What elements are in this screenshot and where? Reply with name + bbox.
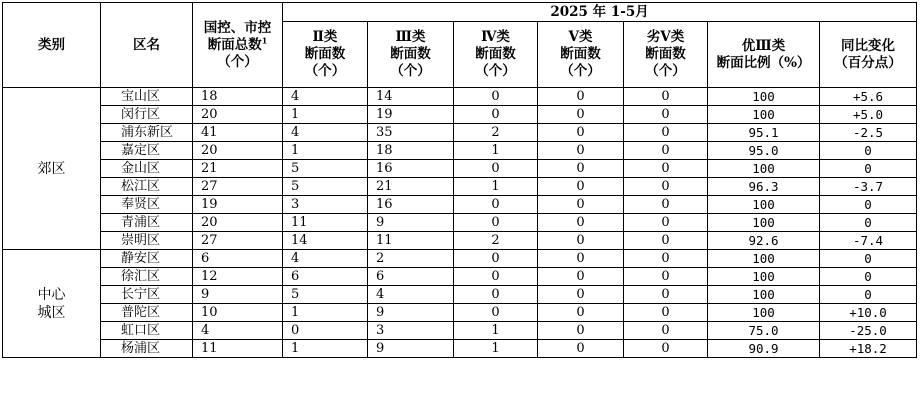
class2-count-cell: 14 xyxy=(283,232,368,250)
header-class5 xyxy=(538,22,624,88)
header-class2-line2: 断面数 xyxy=(304,46,346,62)
header-class3-line2: 断面数 xyxy=(390,46,431,62)
class4-count-cell: 0 xyxy=(454,268,538,286)
class5-count-cell: 0 xyxy=(538,124,624,142)
good-ratio-cell: 95.1 xyxy=(708,124,820,142)
good-ratio-cell: 100 xyxy=(708,88,820,106)
total-sections-cell: 11 xyxy=(193,340,283,358)
worse-class5-count-cell: 0 xyxy=(624,340,708,358)
class5-count-cell: 0 xyxy=(538,268,624,286)
yoy-change-cell: 0 xyxy=(820,268,917,286)
class4-count-cell: 0 xyxy=(454,196,538,214)
class4-count-cell: 1 xyxy=(454,322,538,340)
yoy-change-cell: 0 xyxy=(820,196,917,214)
header-yoy-line2: （百分点） xyxy=(834,54,902,71)
table-row xyxy=(3,286,917,304)
header-total-sections xyxy=(193,3,283,88)
class4-count-cell: 0 xyxy=(454,214,538,232)
yoy-change-cell: 0 xyxy=(820,250,917,268)
worse-class5-count-cell: 0 xyxy=(624,286,708,304)
good-ratio-cell: 75.0 xyxy=(708,322,820,340)
total-sections-cell: 10 xyxy=(193,304,283,322)
header-class4-line1: Ⅳ类 xyxy=(481,29,510,45)
class4-count-cell: 0 xyxy=(454,88,538,106)
class3-count-cell: 18 xyxy=(368,142,454,160)
header-total-line1: 国控、市控 xyxy=(203,19,272,36)
header-class4-line2: 断面数 xyxy=(475,46,516,62)
good-ratio-cell: 92.6 xyxy=(708,232,820,250)
yoy-change-cell: -25.0 xyxy=(820,322,917,340)
header-ratio-line1: 优Ⅲ类 xyxy=(741,37,786,54)
class4-count-cell: 0 xyxy=(454,286,538,304)
table-row xyxy=(3,196,917,214)
yoy-change-cell: +18.2 xyxy=(820,340,917,358)
region-label-line1: 中心 xyxy=(37,286,66,303)
yoy-change-cell: -7.4 xyxy=(820,232,917,250)
header-worse5-line1: 劣Ⅴ类 xyxy=(646,29,685,45)
class3-count-cell: 6 xyxy=(368,268,454,286)
header-class3-line1: Ⅲ类 xyxy=(395,29,426,45)
region-category-cell: 郊区 xyxy=(3,88,101,250)
header-ratio-line2: 断面比例（%） xyxy=(716,54,811,71)
good-ratio-cell: 100 xyxy=(708,286,820,304)
class2-count-cell: 1 xyxy=(283,106,368,124)
class3-count-cell: 9 xyxy=(368,340,454,358)
table-row xyxy=(3,322,917,340)
table-row xyxy=(3,304,917,322)
worse-class5-count-cell: 0 xyxy=(624,106,708,124)
district-name-cell: 杨浦区 xyxy=(101,340,193,358)
header-class2-line3: （个） xyxy=(304,63,346,79)
header-total-line2: 断面总数 xyxy=(207,36,262,53)
good-ratio-cell: 100 xyxy=(708,196,820,214)
district-name-cell: 青浦区 xyxy=(101,214,193,232)
yoy-change-cell: -2.5 xyxy=(820,124,917,142)
worse-class5-count-cell: 0 xyxy=(624,304,708,322)
table-row xyxy=(3,340,917,358)
district-name-cell: 普陀区 xyxy=(101,304,193,322)
good-ratio-cell: 100 xyxy=(708,268,820,286)
class5-count-cell: 0 xyxy=(538,178,624,196)
yoy-change-cell: 0 xyxy=(820,160,917,178)
class4-count-cell: 1 xyxy=(454,142,538,160)
table-row xyxy=(3,142,917,160)
class3-count-cell: 3 xyxy=(368,322,454,340)
table-row xyxy=(3,232,917,250)
good-ratio-cell: 100 xyxy=(708,250,820,268)
header-period: 2025 年 1-5月 xyxy=(283,3,917,22)
district-name-cell: 崇明区 xyxy=(101,232,193,250)
class3-count-cell: 19 xyxy=(368,106,454,124)
class4-count-cell: 1 xyxy=(454,340,538,358)
header-category: 类别 xyxy=(3,3,101,88)
district-name-cell: 金山区 xyxy=(101,160,193,178)
class4-count-cell: 2 xyxy=(454,124,538,142)
good-ratio-cell: 100 xyxy=(708,106,820,124)
worse-class5-count-cell: 0 xyxy=(624,88,708,106)
district-name-cell: 徐汇区 xyxy=(101,268,193,286)
worse-class5-count-cell: 0 xyxy=(624,196,708,214)
class5-count-cell: 0 xyxy=(538,106,624,124)
class3-count-cell: 2 xyxy=(368,250,454,268)
class3-count-cell: 16 xyxy=(368,160,454,178)
class3-count-cell: 14 xyxy=(368,88,454,106)
table-row xyxy=(3,178,917,196)
class3-count-cell: 9 xyxy=(368,304,454,322)
good-ratio-cell: 100 xyxy=(708,160,820,178)
header-district: 区名 xyxy=(101,3,193,88)
total-sections-cell: 18 xyxy=(193,88,283,106)
district-name-cell: 嘉定区 xyxy=(101,142,193,160)
class3-count-cell: 21 xyxy=(368,178,454,196)
total-sections-cell: 20 xyxy=(193,214,283,232)
class5-count-cell: 0 xyxy=(538,88,624,106)
table-row xyxy=(3,250,917,268)
footnote-marker: 1 xyxy=(261,35,268,45)
class2-count-cell: 1 xyxy=(283,304,368,322)
header-good-ratio xyxy=(708,22,820,88)
class3-count-cell: 16 xyxy=(368,196,454,214)
total-sections-cell: 12 xyxy=(193,268,283,286)
total-sections-cell: 6 xyxy=(193,250,283,268)
header-yoy-line1: 同比变化 xyxy=(841,37,896,54)
total-sections-cell: 9 xyxy=(193,286,283,304)
class4-count-cell: 0 xyxy=(454,250,538,268)
class3-count-cell: 11 xyxy=(368,232,454,250)
yoy-change-cell: +10.0 xyxy=(820,304,917,322)
header-class3-line3: （个） xyxy=(390,63,431,79)
table-row xyxy=(3,268,917,286)
yoy-change-cell: -3.7 xyxy=(820,178,917,196)
good-ratio-cell: 100 xyxy=(708,304,820,322)
yoy-change-cell: +5.0 xyxy=(820,106,917,124)
class5-count-cell: 0 xyxy=(538,160,624,178)
total-sections-cell: 41 xyxy=(193,124,283,142)
district-name-cell: 闵行区 xyxy=(101,106,193,124)
class5-count-cell: 0 xyxy=(538,250,624,268)
district-name-cell: 奉贤区 xyxy=(101,196,193,214)
district-name-cell: 松江区 xyxy=(101,178,193,196)
header-class4-line3: （个） xyxy=(475,63,516,79)
header-class4 xyxy=(454,22,538,88)
yoy-change-cell: +5.6 xyxy=(820,88,917,106)
district-name-cell: 虹口区 xyxy=(101,322,193,340)
worse-class5-count-cell: 0 xyxy=(624,178,708,196)
worse-class5-count-cell: 0 xyxy=(624,250,708,268)
class5-count-cell: 0 xyxy=(538,142,624,160)
yoy-change-cell: 0 xyxy=(820,142,917,160)
class3-count-cell: 4 xyxy=(368,286,454,304)
class3-count-cell: 9 xyxy=(368,214,454,232)
table-body xyxy=(3,88,917,358)
class2-count-cell: 6 xyxy=(283,268,368,286)
water-quality-table xyxy=(2,2,917,358)
class4-count-cell: 2 xyxy=(454,232,538,250)
class2-count-cell: 4 xyxy=(283,250,368,268)
header-yoy-change xyxy=(820,22,917,88)
class4-count-cell: 1 xyxy=(454,178,538,196)
worse-class5-count-cell: 0 xyxy=(624,232,708,250)
class2-count-cell: 1 xyxy=(283,340,368,358)
total-sections-cell: 27 xyxy=(193,232,283,250)
header-total-line3: （个） xyxy=(217,53,258,70)
district-name-cell: 宝山区 xyxy=(101,88,193,106)
class5-count-cell: 0 xyxy=(538,322,624,340)
worse-class5-count-cell: 0 xyxy=(624,124,708,142)
good-ratio-cell: 95.0 xyxy=(708,142,820,160)
district-name-cell: 静安区 xyxy=(101,250,193,268)
header-class2 xyxy=(283,22,368,88)
table-row xyxy=(3,160,917,178)
class2-count-cell: 5 xyxy=(283,286,368,304)
header-worse-class5 xyxy=(624,22,708,88)
class2-count-cell: 1 xyxy=(283,142,368,160)
district-name-cell: 长宁区 xyxy=(101,286,193,304)
header-class5-line3: （个） xyxy=(560,63,601,79)
class5-count-cell: 0 xyxy=(538,340,624,358)
class5-count-cell: 0 xyxy=(538,214,624,232)
worse-class5-count-cell: 0 xyxy=(624,142,708,160)
table-row xyxy=(3,214,917,232)
class4-count-cell: 0 xyxy=(454,160,538,178)
total-sections-cell: 21 xyxy=(193,160,283,178)
class3-count-cell: 35 xyxy=(368,124,454,142)
class4-count-cell: 0 xyxy=(454,304,538,322)
yoy-change-cell: 0 xyxy=(820,214,917,232)
region-label-line2: 城区 xyxy=(37,304,66,321)
header-class5-line1: Ⅴ类 xyxy=(568,29,593,45)
total-sections-cell: 27 xyxy=(193,178,283,196)
header-class3 xyxy=(368,22,454,88)
header-worse5-line2: 断面数 xyxy=(645,46,686,62)
good-ratio-cell: 100 xyxy=(708,214,820,232)
table-row xyxy=(3,124,917,142)
header-worse5-line3: （个） xyxy=(645,63,686,79)
table-row xyxy=(3,88,917,106)
class2-count-cell: 0 xyxy=(283,322,368,340)
region-category-cell xyxy=(3,250,101,358)
good-ratio-cell: 96.3 xyxy=(708,178,820,196)
class2-count-cell: 5 xyxy=(283,160,368,178)
worse-class5-count-cell: 0 xyxy=(624,268,708,286)
class5-count-cell: 0 xyxy=(538,232,624,250)
class5-count-cell: 0 xyxy=(538,304,624,322)
class4-count-cell: 0 xyxy=(454,106,538,124)
class5-count-cell: 0 xyxy=(538,286,624,304)
yoy-change-cell: 0 xyxy=(820,286,917,304)
total-sections-cell: 4 xyxy=(193,322,283,340)
total-sections-cell: 19 xyxy=(193,196,283,214)
class5-count-cell: 0 xyxy=(538,196,624,214)
class2-count-cell: 3 xyxy=(283,196,368,214)
worse-class5-count-cell: 0 xyxy=(624,322,708,340)
total-sections-cell: 20 xyxy=(193,106,283,124)
good-ratio-cell: 90.9 xyxy=(708,340,820,358)
district-name-cell: 浦东新区 xyxy=(101,124,193,142)
class2-count-cell: 4 xyxy=(283,88,368,106)
header-class2-line1: Ⅱ类 xyxy=(312,29,338,45)
worse-class5-count-cell: 0 xyxy=(624,160,708,178)
worse-class5-count-cell: 0 xyxy=(624,214,708,232)
class2-count-cell: 4 xyxy=(283,124,368,142)
class2-count-cell: 11 xyxy=(283,214,368,232)
table-row xyxy=(3,106,917,124)
class2-count-cell: 5 xyxy=(283,178,368,196)
total-sections-cell: 20 xyxy=(193,142,283,160)
header-class5-line2: 断面数 xyxy=(560,46,601,62)
